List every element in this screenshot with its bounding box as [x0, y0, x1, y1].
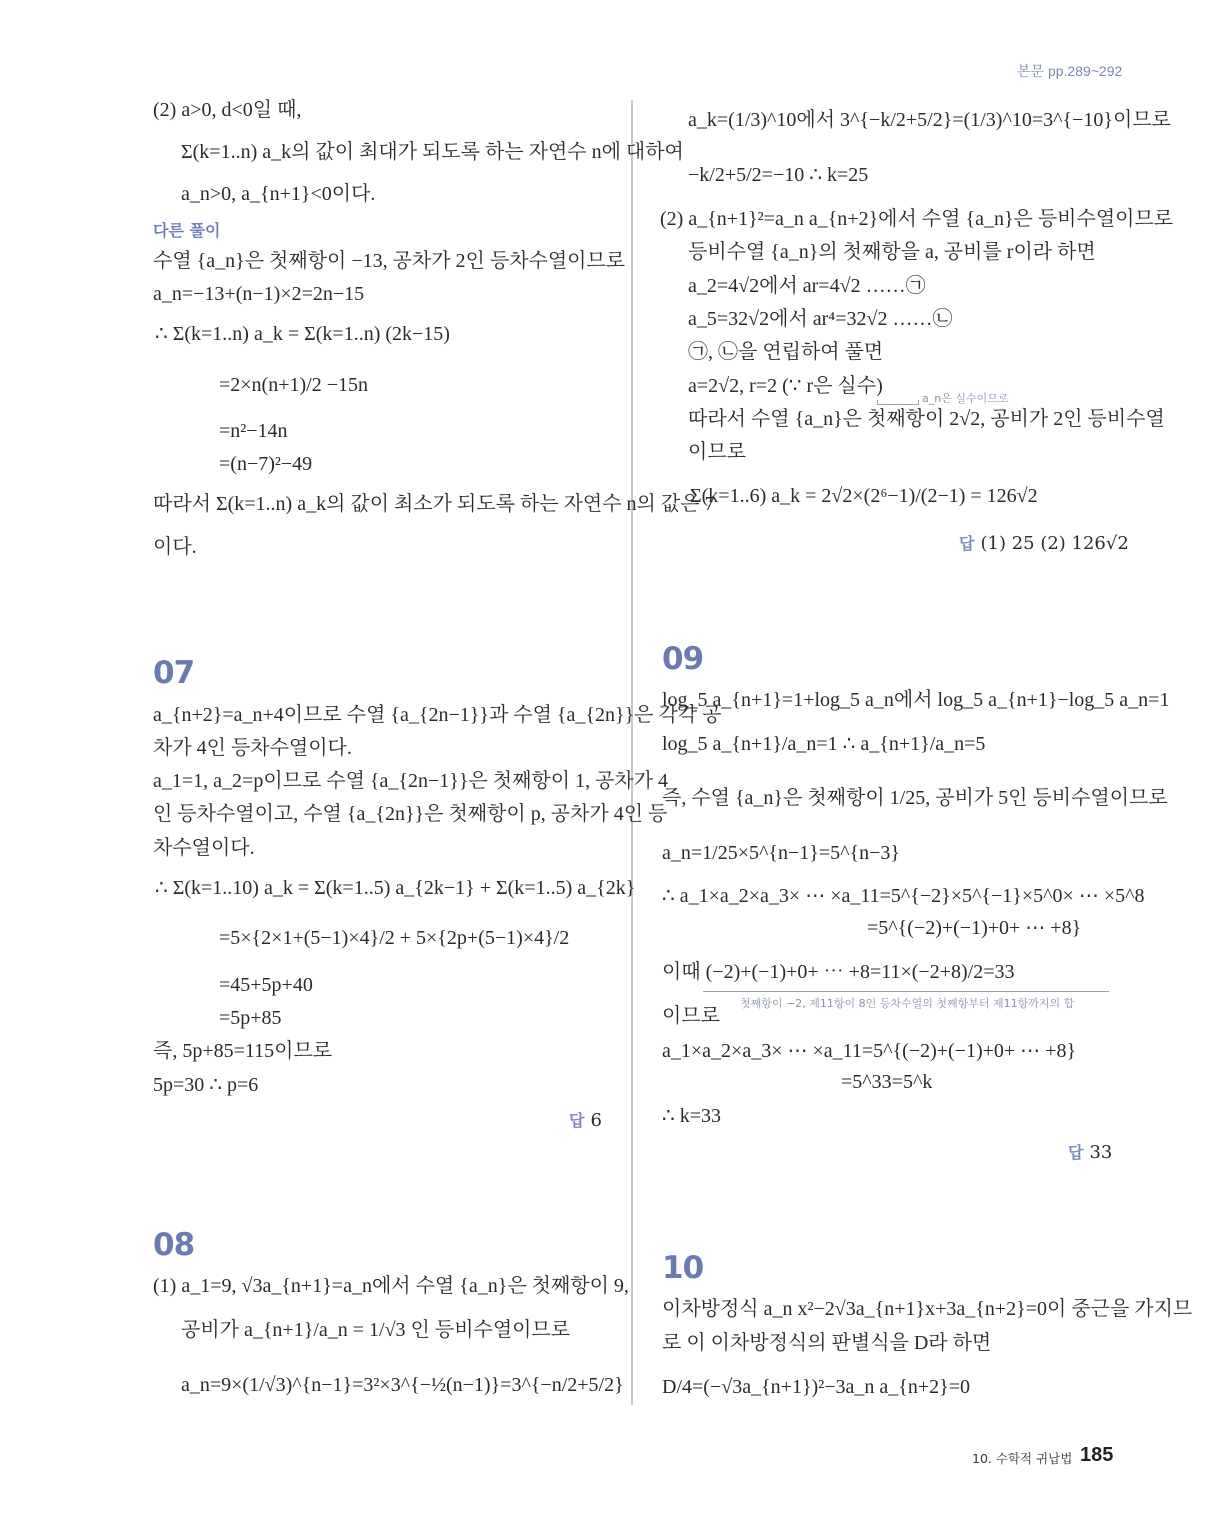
- text-line: log_5 a_{n+1}/a_n=1 ∴ a_{n+1}/a_n=5: [662, 733, 986, 755]
- problem-number-07: 07: [153, 655, 195, 691]
- text-line: (1) a_1=9, √3a_{n+1}=a_n에서 수열 {a_n}은 첫째항이 9,: [153, 1275, 629, 1297]
- text-line: 차수열이다.: [153, 837, 255, 859]
- text-line: 이므로: [688, 441, 746, 463]
- text-line: (2) a>0, d<0일 때,: [153, 99, 302, 121]
- problem-number-08: 08: [153, 1227, 195, 1263]
- text-line: Σ(k=1..n) a_k의 값이 최대가 되도록 하는 자연수 n에 대하여: [181, 141, 684, 163]
- note-bracket: [877, 400, 919, 405]
- text-line: =2×n(n+1)/2 −15n: [219, 374, 368, 396]
- text-line: a_1×a_2×a_3× ⋯ ×a_11=5^{(−2)+(−1)+0+ ⋯ +8}: [662, 1040, 1077, 1062]
- page-number: 185: [1080, 1444, 1114, 1466]
- text-line: =5×{2×1+(5−1)×4}/2 + 5×{2p+(5−1)×4}/2: [219, 927, 570, 949]
- text-line: D/4=(−√3a_{n+1})²−3a_n a_{n+2}=0: [662, 1376, 970, 1398]
- text-line: 즉, 5p+85=115이므로: [153, 1040, 333, 1062]
- text-line: 이때 (−2)+(−1)+0+ ⋯ +8=11×(−2+8)/2=33: [662, 961, 1015, 983]
- answer-07: [569, 1108, 602, 1131]
- text-line: a_k=(1/3)^10에서 3^{−k/2+5/2}=(1/3)^10=3^{−10}이므로: [688, 109, 1171, 131]
- answer-value: 6: [590, 1110, 602, 1131]
- answer-label: 답: [569, 1111, 585, 1130]
- side-note: 첫째항이 −2, 제11항이 8인 등차수열의 첫째항부터 제11항까지의 합: [740, 997, 1075, 1010]
- text-line: =(n−7)²−49: [219, 453, 313, 475]
- answer-label: 답: [1068, 1143, 1084, 1162]
- answer-label: 답: [959, 534, 975, 553]
- text-line: =5p+85: [219, 1007, 282, 1029]
- text-line: 이므로: [662, 1005, 720, 1027]
- answer-09: [1068, 1140, 1112, 1163]
- header-reference: 본문 pp.289~292: [1017, 63, 1123, 79]
- text-line: 수열 {a_n}은 첫째항이 −13, 공차가 2인 등차수열이므로: [153, 250, 626, 272]
- text-line: a=2√2, r=2 (∵ r은 실수): [688, 375, 883, 397]
- text-line: log_5 a_{n+1}=1+log_5 a_n에서 log_5 a_{n+1}−log_5 a_n=1: [662, 689, 1170, 711]
- text-line: a_2=4√2에서 ar=4√2 ……㉠: [688, 275, 926, 297]
- answer-value: 33: [1089, 1142, 1113, 1163]
- text-line: ∴ k=33: [662, 1105, 722, 1127]
- text-line: =n²−14n: [219, 420, 288, 442]
- text-line: =5^{(−2)+(−1)+0+ ⋯ +8}: [867, 917, 1082, 939]
- text-line: a_1=1, a_2=p이므로 수열 {a_{2n−1}}은 첫째항이 1, 공차가 4: [153, 770, 669, 792]
- text-line: 등비수열 {a_n}의 첫째항을 a, 공비를 r이라 하면: [688, 241, 1096, 263]
- text-line: Σ(k=1..6) a_k = 2√2×(2⁶−1)/(2−1) = 126√2: [690, 485, 1038, 507]
- text-line: ∴ Σ(k=1..10) a_k = Σ(k=1..5) a_{2k−1} + Σ(k=1..5) a_{2k}: [155, 877, 636, 899]
- text-line: a_n=1/25×5^{n−1}=5^{n−3}: [662, 842, 900, 864]
- column-divider: [631, 100, 633, 1405]
- text-line: 인 등차수열이고, 수열 {a_{2n}}은 첫째항이 p, 공차가 4인 등: [153, 803, 668, 825]
- text-line: 5p=30 ∴ p=6: [153, 1074, 259, 1096]
- text-line: 따라서 Σ(k=1..n) a_k의 값이 최소가 되도록 하는 자연수 n의 값은 7: [153, 493, 715, 515]
- problem-number-10: 10: [662, 1250, 704, 1286]
- text-line: ∴ Σ(k=1..n) a_k = Σ(k=1..n) (2k−15): [155, 323, 450, 345]
- side-note: a_n은 실수이므로: [922, 392, 1009, 405]
- text-line: 공비가 a_{n+1}/a_n = 1/√3 인 등비수열이므로: [181, 1319, 571, 1341]
- text-line: −k/2+5/2=−10 ∴ k=25: [688, 164, 869, 186]
- text-line: (2) a_{n+1}²=a_n a_{n+2}에서 수열 {a_n}은 등비수열이므로: [660, 208, 1174, 230]
- answer-value: (1) 25 (2) 126√2: [980, 533, 1129, 554]
- text-line: =5^33=5^k: [841, 1071, 933, 1093]
- text-line: 이다.: [153, 536, 197, 558]
- text-line: a_5=32√2에서 ar⁴=32√2 ……㉡: [688, 308, 953, 330]
- answer-06: [959, 531, 1129, 554]
- text-line: a_n=9×(1/√3)^{n−1}=3²×3^{−½(n−1)}=3^{−n/2+5/2}: [181, 1374, 624, 1396]
- problem-number-09: 09: [662, 641, 704, 677]
- text-line: 차가 4인 등차수열이다.: [153, 737, 352, 759]
- alt-solution-heading: 다른 풀이: [153, 221, 221, 240]
- text-line: 즉, 수열 {a_n}은 첫째항이 1/25, 공비가 5인 등비수열이므로: [662, 787, 1168, 809]
- text-line: ∴ a_1×a_2×a_3× ⋯ ×a_11=5^{−2}×5^{−1}×5^0× ⋯ ×5^8: [662, 885, 1145, 907]
- text-line: a_n=−13+(n−1)×2=2n−15: [153, 283, 365, 305]
- text-line: 따라서 수열 {a_n}은 첫째항이 2√2, 공비가 2인 등비수열: [688, 408, 1165, 430]
- text-line: ㉠, ㉡을 연립하여 풀면: [688, 341, 884, 363]
- text-line: =45+5p+40: [219, 974, 313, 996]
- text-line: a_{n+2}=a_n+4이므로 수열 {a_{2n−1}}과 수열 {a_{2n}}은 각각 공: [153, 704, 722, 726]
- text-line: 로 이 이차방정식의 판별식을 D라 하면: [662, 1332, 992, 1354]
- text-line: 이차방정식 a_n x²−2√3a_{n+1}x+3a_{n+2}=0이 중근을 가지므: [662, 1298, 1193, 1320]
- footer-chapter: 10. 수학적 귀납법: [972, 1451, 1073, 1466]
- text-line: a_n>0, a_{n+1}<0이다.: [181, 183, 376, 205]
- note-underline: [703, 991, 1109, 992]
